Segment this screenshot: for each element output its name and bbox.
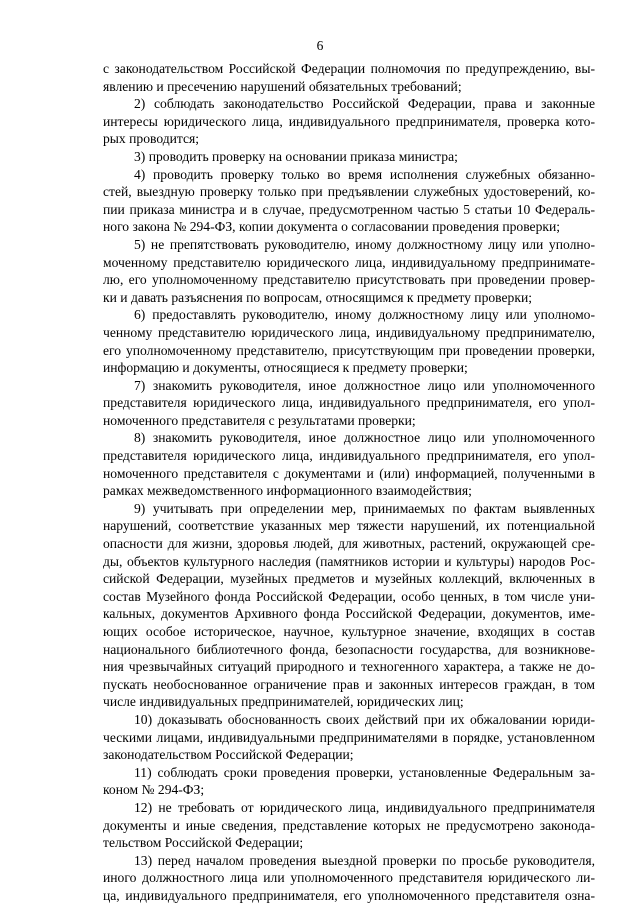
text-line: рых проводится; [103,131,200,147]
text-line: информацию и документы, относящиеся к предмету проверки; [103,360,468,376]
text-line: 8) знакомить руководителя, иное должностное лицо или уполномоченного [134,430,595,446]
text-line: национального библиотечного фонда, безопасности государства, для возникнове- [103,641,595,657]
text-line: 2) соблюдать законодательство Российской Федерации, права и законные [134,96,595,112]
text-line: коном № 294-ФЗ; [103,782,205,798]
text-line: 7) знакомить руководителя, иное должностное лицо или уполномоченного [134,377,595,393]
text-line: явлению и пресечению нарушений обязательных требований; [103,78,462,94]
document-body [103,60,595,905]
text-line: 5) не препятствовать руководителю, иному должностному лицу или уполно- [134,236,595,252]
text-line: сийской Федерации, музейных предметов и музейных коллекций, включенных в [103,571,595,587]
text-line: 3) проводить проверку на основании приказа министра; [134,148,458,164]
text-line: ченному представителю юридического лица, индивидуальному предпринимателю, [103,324,595,340]
text-line: ческими лицами, индивидуальными предпринимателями в порядке, установленном [103,729,595,745]
text-line: состав Музейного фонда Российской Федерации, особо ценных, в том числе уни- [103,588,595,604]
text-line: ды, объектов культурного наследия (памятников истории и культуры) народов Рос- [103,553,595,569]
text-line: ки и давать разъяснения по вопросам, относящимся к предмету проверки; [103,289,532,305]
text-line: ца, индивидуального предпринимателя, его уполномоченного представителя озна- [103,887,595,903]
text-line: представителя юридического лица, индивидуального предпринимателя, его упол- [103,448,595,464]
text-line: номоченного представителя с результатами проверки; [103,412,416,428]
text-line: 12) не требовать от юридического лица, индивидуального предпринимателя [134,799,595,815]
text-line: 6) предоставлять руководителю, иному должностному лицу или уполномо- [134,307,595,323]
text-line: его уполномоченному представителю, присутствующим при проведении проверки, [103,342,595,358]
text-line: с законодательством Российской Федерации полномочия по предупреждению, вы- [103,61,595,76]
text-line: ния чрезвычайных ситуаций природного и техногенного характера, а также не до- [103,659,595,675]
text-line: 13) перед началом проведения выездной проверки по просьбе руководителя, [134,852,595,868]
text-line: пии приказа министра и в случае, предусмотренном частью 5 статьи 10 Федераль- [103,201,595,217]
text-line: документы и иные сведения, представление которых не предусмотрено законода- [103,817,595,833]
text-line: 11) соблюдать сроки проведения проверки, установленные Федеральным за- [134,764,595,780]
text-line: рамках межведомственного информационного взаимодействия; [103,483,472,499]
text-line: иного должностного лица или уполномоченного представителя юридического ли- [103,870,595,886]
text-line: 9) учитывать при определении мер, принимаемых по фактам выявленных [134,500,595,516]
text-line: лю, его уполномоченному представителю присутствовать при проведении провер- [103,272,595,288]
text-line: представителя юридического лица, индивидуального предпринимателя, его упол- [103,395,595,411]
text-line: 4) проводить проверку только во время исполнения служебных обязанно- [134,166,595,182]
text-line: нарушений, соответствие указанных мер тяжести нарушений, их потенциальной [103,518,595,534]
text-line: законодательством Российской Федерации; [103,747,354,763]
page-number: 6 [316,38,324,53]
text-line: моченному представителю юридического лица, индивидуальному предпринимате- [103,254,595,270]
text-line: ющих особое историческое, научное, культурное значение, входящих в состав [103,624,595,639]
text-line: кальных, документов Архивного фонда Российской Федерации, документов, име- [103,606,595,622]
text-line: опасности для жизни, здоровья людей, для животных, растений, окружающей сре- [103,536,595,552]
text-line: тельством Российской Федерации; [103,835,304,851]
text-line: интересы юридического лица, индивидуального предпринимателя, проверка кото- [103,113,595,129]
text-line: стей, выездную проверку только при предъявлении служебных удостоверений, ко- [103,184,595,200]
text-line: 10) доказывать обоснованность своих действий при их обжаловании юриди- [134,711,595,727]
text-line: номоченного представителя с документами и (или) информацией, полученными в [103,465,595,481]
text-line: числе индивидуальных предпринимателей, юридических лиц; [103,694,464,710]
text-line: пускать необоснованное ограничение прав и законных интересов граждан, в том [103,676,595,692]
text-line: ного закона № 294-ФЗ, копии документа о согласовании проведения проверки; [103,219,561,235]
